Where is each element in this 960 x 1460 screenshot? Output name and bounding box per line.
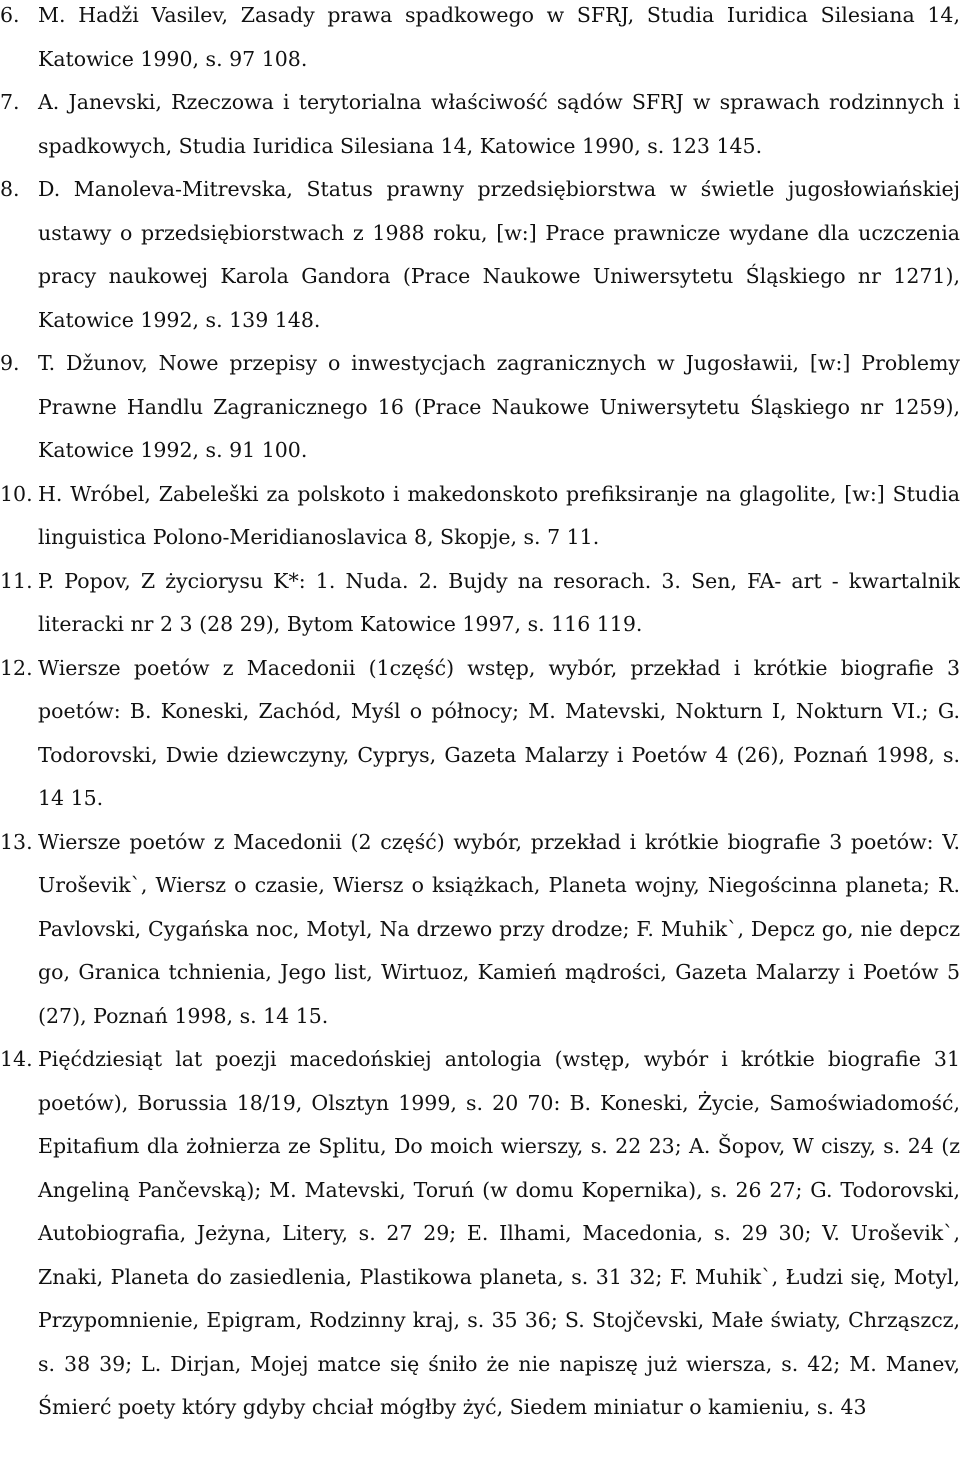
list-item: [0, 473, 960, 560]
list-item: [0, 821, 960, 1039]
item-number: 8.: [0, 177, 20, 201]
item-number: 6.: [0, 3, 20, 27]
list-item: [0, 81, 960, 168]
item-number: 11.: [0, 568, 33, 593]
list-item: [0, 0, 960, 81]
item-text: D. Manoleva-Mitrevska, Status prawny przedsiębiorstwa w świetle jugosłowiańskiej ustawy o przedsiębiorstwach z 1988 roku, [w:] Prace prawnicze wydane dla uczczenia pracy naukowej Karola Gandora (Prace Naukowe Uniwersytetu Śląskiego nr 1271), Katowice 1992, s. 139 148.: [38, 177, 960, 332]
item-text: Pięćdziesiąt lat poezji macedońskiej antologia (wstęp, wybór i krótkie biografie 31 poetów), Borussia 18/19, Olsztyn 1999, s. 20 70: B. Koneski, Życie, Samoświadomość, Epitafium dla żołnierza ze Splitu, Do moich wierszy, s. 22 23; A. Šopov, W ciszy, s. 24 (z Angeliną Pančevską); M. Matevski, Toruń (w domu Kopernika), s. 26 27; G. Todorovski, Autobiografia, Jeżyna, Litery, s. 27 29; E. Ilhami, Macedonia, s. 29 30; V. Uroševik`, Znaki, Planeta do zasiedlenia, Plastikowa planeta, s. 31 32; F. Muhik`, Łudzi się, Motyl, Przypomnienie, Epigram, Rodzinny kraj, s. 35 36; S. Stojčevski, Małe światy, Chrząszcz, s. 38 39; L. Dirjan, Mojej matce się śniło że nie napiszę już wiersza, s. 42; M. Manev, Śmierć poety który gdyby chciał mógłby żyć, Siedem miniatur o kamieniu, s. 43: [38, 1047, 960, 1419]
item-number: 9.: [0, 351, 20, 375]
list-item: [0, 1038, 960, 1430]
item-text: T. Džunov, Nowe przepisy o inwestycjach zagranicznych w Jugosławii, [w:] Problemy Prawne Handlu Zagranicznego 16 (Prace Naukowe Uniwersytetu Śląskiego nr 1259), Katowice 1992, s. 91 100.: [38, 351, 960, 462]
item-number: 13.: [0, 829, 33, 854]
item-number: 12.: [0, 655, 33, 680]
item-text: M. Hadži Vasilev, Zasady prawa spadkowego w SFRJ, Studia Iuridica Silesiana 14, Katowice 1990, s. 97 108.: [38, 3, 960, 71]
item-text: A. Janevski, Rzeczowa i terytorialna właściwość sądów SFRJ w sprawach rodzinnych i spadkowych, Studia Iuridica Silesiana 14, Katowice 1990, s. 123 145.: [38, 90, 960, 158]
list-item: [0, 168, 960, 342]
list-item: [0, 647, 960, 821]
item-text: P. Popov, Z życiorysu K*: 1. Nuda. 2. Bujdy na resorach. 3. Sen, FA- art - kwartalnik literacki nr 2 3 (28 29), Bytom Katowice 1997, s. 116 119.: [38, 568, 960, 636]
item-number: 14.: [0, 1047, 33, 1071]
item-text: H. Wróbel, Zabeleški za polskoto i makedonskoto prefiksiranje na glagolite, [w:] Studia linguistica Polono-Meridianoslavica 8, Skopje, s. 7 11.: [38, 481, 960, 549]
list-item: [0, 560, 960, 647]
item-text: Wiersze poetów z Macedonii (1część) wstęp, wybór, przekład i krótkie biografie 3 poetów: B. Koneski, Zachód, Myśl o północy; M. Matevski, Nokturn I, Nokturn VI.; G. Todorovski, Dwie dziewczyny, Cyprys, Gazeta Malarzy i Poetów 4 (26), Poznań 1998, s. 14 15.: [38, 655, 960, 810]
item-text: Wiersze poetów z Macedonii (2 część) wybór, przekład i krótkie biografie 3 poetów: V. Uroševik`, Wiersz o czasie, Wiersz o książkach, Planeta wojny, Niegościnna planeta; R. Pavlovski, Cygańska noc, Motyl, Na drzewo przy drodze; F. Muhik`, Depcz go, nie depcz go, Granica tchnienia, Jego list, Wirtuoz, Kamień mądrości, Gazeta Malarzy i Poetów 5 (27), Poznań 1998, s. 14 15.: [38, 829, 960, 1028]
item-number: 10.: [0, 481, 33, 506]
item-number: 7.: [0, 90, 20, 114]
list-item: [0, 342, 960, 473]
